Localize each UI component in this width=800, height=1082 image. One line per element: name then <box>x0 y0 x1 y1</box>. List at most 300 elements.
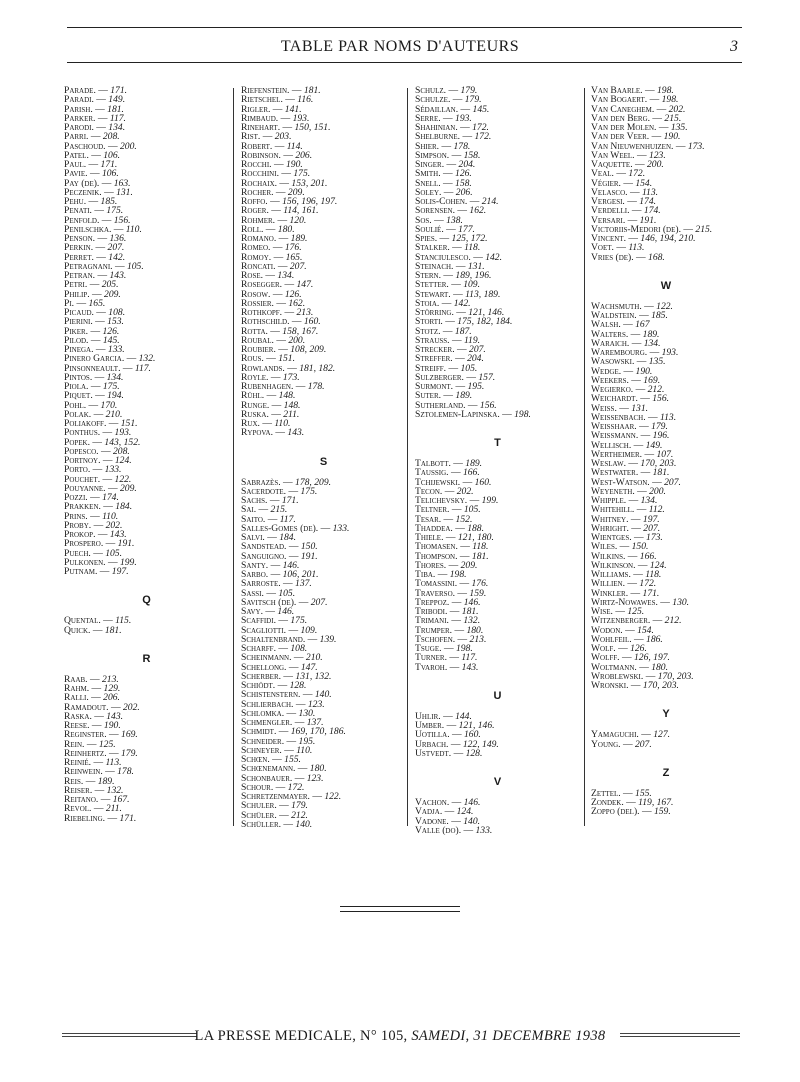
entry-dash: — <box>446 559 461 571</box>
author-name: Walters. <box>591 328 629 340</box>
entry-dash: — <box>280 149 296 161</box>
page-refs: 171. <box>110 85 128 96</box>
page-refs: 109. <box>463 279 480 291</box>
entry-dash: — <box>277 177 292 189</box>
page-refs: 174. <box>643 205 661 217</box>
page-refs: 118. <box>464 242 481 254</box>
page-refs: 143. <box>461 661 479 673</box>
entry-dash: — <box>267 495 282 506</box>
entry-dash: — <box>448 467 463 479</box>
page-refs: 143, 152. <box>104 436 141 448</box>
entry-dash: — <box>88 692 104 704</box>
page-refs: 126. <box>455 168 472 180</box>
author-name: Weisshaar. <box>591 421 637 432</box>
author-name: Vincent. <box>591 233 626 244</box>
entry-dash: — <box>87 492 103 503</box>
author-name: Sandstead. <box>241 541 287 553</box>
page-refs: 191. <box>300 550 318 562</box>
author-name: Robinson. <box>241 149 281 161</box>
page-refs: 132. <box>138 353 156 365</box>
entry-dash: — <box>93 122 109 133</box>
page-refs: 154. <box>635 177 653 189</box>
entry-dash: — <box>74 297 89 309</box>
page-refs: 215. <box>695 223 713 235</box>
entry-dash: — <box>263 606 278 617</box>
entry-dash: — <box>100 615 116 627</box>
author-name: Van der Veer. <box>591 131 650 143</box>
entry-dash: — <box>447 606 462 617</box>
page-refs: 215. <box>664 112 682 124</box>
entry-dash: — <box>650 615 665 627</box>
entry-dash: — <box>440 177 456 189</box>
entry-dash: — <box>457 541 473 553</box>
author-name: Quental. <box>64 615 101 627</box>
entry-dash: — <box>463 371 479 383</box>
page-refs: 190. <box>103 720 121 731</box>
author-name: Schiödt. <box>241 680 276 691</box>
author-name: Urbach. <box>415 738 449 750</box>
author-name: Teltner. <box>415 504 450 516</box>
author-name: Van den Berg. <box>591 112 651 124</box>
author-name: Pilod. <box>64 334 89 346</box>
page-refs: 169. <box>643 374 661 386</box>
page-refs: 126. <box>630 643 647 654</box>
entry-dash: — <box>98 794 113 805</box>
entry-dash: — <box>273 334 289 346</box>
page-refs: 130. <box>298 707 316 719</box>
author-name: Paul. <box>64 159 87 170</box>
author-name: Roffo. <box>241 196 268 207</box>
entry-dash: — <box>289 85 304 96</box>
section-letter: Y <box>662 708 670 721</box>
author-name: Schneyer. <box>241 744 282 756</box>
author-name: Rous. <box>241 353 264 365</box>
column-divider-1 <box>233 88 234 826</box>
author-name: Whitney. <box>591 513 629 525</box>
entry-dash: — <box>268 559 283 571</box>
author-name: Parodi. <box>64 122 94 133</box>
author-name: Piquet. <box>64 390 93 402</box>
author-name: Sztolemen-Lapinska. <box>415 408 500 420</box>
entry-dash: — <box>449 242 465 254</box>
page-refs: 140. <box>463 815 481 827</box>
entry-dash: — <box>281 744 297 756</box>
entry-dash: — <box>105 140 120 152</box>
page-refs: 189, 196. <box>455 270 492 281</box>
entry-dash: — <box>628 587 643 599</box>
page-refs: 116. <box>297 94 314 106</box>
author-name: Westwater. <box>591 467 639 479</box>
entry-dash: — <box>276 726 291 738</box>
entry-dash: — <box>272 140 287 152</box>
author-name: Schaltenbrand. <box>241 633 306 645</box>
page-refs: 137. <box>295 578 312 590</box>
author-name: Parade. <box>64 85 96 96</box>
column-divider-3 <box>584 88 585 826</box>
author-name: Pinsonneault. <box>64 362 121 374</box>
page-refs: 210. <box>305 652 323 664</box>
page-refs: 171. <box>119 812 137 824</box>
page-refs: 148. <box>283 399 301 411</box>
entry-dash: — <box>105 556 120 568</box>
footer-date: SAMEDI, 31 DECEMBRE 1938 <box>411 1028 606 1044</box>
author-name: Valle (do). <box>415 824 462 836</box>
page-refs: 179. <box>651 421 668 432</box>
author-name: Thiele. <box>415 532 444 543</box>
author-name: Treppoz. <box>415 596 450 608</box>
page-refs: 173. <box>282 371 300 383</box>
entry-dash: — <box>106 729 122 741</box>
page-refs: 119. <box>463 334 481 346</box>
page-refs: 214. <box>481 196 499 207</box>
author-name: Wachsmuth. <box>591 300 642 312</box>
author-name: Shahinian. <box>415 122 458 133</box>
author-name: Scherber. <box>241 670 282 682</box>
page-refs: 204. <box>458 159 476 170</box>
page-refs: 212. <box>664 615 682 627</box>
entry-dash: — <box>270 288 285 300</box>
author-name: Surmont. <box>415 381 454 392</box>
entry-dash: — <box>441 270 456 281</box>
entry-dash: — <box>657 596 673 608</box>
entry-dash: — <box>631 439 646 451</box>
author-name: Schuler. <box>241 800 277 812</box>
page-refs: 175. <box>102 381 120 392</box>
page-refs: 208. <box>112 445 130 457</box>
author-name: Zettel. <box>591 787 621 799</box>
page-refs: 131, 132. <box>295 670 332 682</box>
author-name: Steinach. <box>415 260 454 272</box>
author-name: Rist. <box>241 131 261 143</box>
author-name: Savitsch (de). <box>241 596 297 608</box>
page-refs: 152. <box>455 513 473 525</box>
page-refs: 193. <box>455 112 472 124</box>
entry-dash: — <box>92 103 108 115</box>
page-refs: 118. <box>645 569 662 580</box>
author-name: Parri. <box>64 131 89 143</box>
index-column-1 <box>64 86 229 823</box>
page-refs: 175. <box>290 615 308 627</box>
author-name: Stalker. <box>415 242 450 254</box>
page-refs: 209. <box>119 482 137 494</box>
page-refs: 207. <box>469 344 486 355</box>
page-refs: 185. <box>100 196 118 207</box>
header-top-rule <box>67 27 742 28</box>
author-name: Verdelli. <box>591 205 630 217</box>
page-refs: 142. <box>108 251 126 263</box>
header-bottom-rule <box>67 62 742 63</box>
page-refs: 211. <box>105 803 122 815</box>
entry-dash: — <box>263 223 278 235</box>
entry-dash: — <box>446 652 462 664</box>
page-refs: 215. <box>270 504 288 516</box>
page-refs: 123. <box>306 772 324 784</box>
section-spacer <box>591 690 741 708</box>
entry-dash: — <box>626 233 641 244</box>
entry-dash: — <box>634 485 650 497</box>
entry-dash: — <box>264 532 280 543</box>
page-refs: 176. <box>284 242 302 254</box>
author-name: Ruska. <box>241 408 269 420</box>
entry-dash: — <box>628 513 643 525</box>
entry-dash: — <box>441 643 456 654</box>
page-refs: 133. <box>104 464 122 476</box>
author-name: Prakken. <box>64 501 101 513</box>
page-refs: 124. <box>114 455 132 466</box>
entry-dash: — <box>95 112 110 124</box>
author-name: Penilschka. <box>64 223 112 235</box>
page-refs: 184. <box>115 501 133 513</box>
entry-dash: — <box>444 720 459 731</box>
page-refs: 108, 209. <box>290 344 327 355</box>
entry-dash: — <box>439 140 454 152</box>
author-name: Rossier. <box>241 297 274 309</box>
index-entry <box>591 253 741 262</box>
author-name: Rein. <box>64 738 85 750</box>
author-name: Singer. <box>415 159 445 170</box>
entry-dash: — <box>650 112 665 124</box>
author-name: Wasowski. <box>591 356 635 368</box>
page-refs: 207. <box>289 260 307 272</box>
entry-dash: — <box>634 356 649 368</box>
index-entry <box>64 814 229 823</box>
author-name: Penati. <box>64 205 92 217</box>
entry-dash: — <box>267 325 283 337</box>
author-name: Petran. <box>64 270 96 281</box>
page-refs: 172. <box>472 122 489 133</box>
page-refs: 181. <box>104 624 122 636</box>
index-column-3 <box>415 86 580 835</box>
author-name: West-Watson. <box>591 476 650 488</box>
page-refs: 122. <box>114 473 132 485</box>
entry-dash: — <box>649 131 664 143</box>
page-refs: 169. <box>121 729 138 741</box>
entry-dash: — <box>446 362 461 374</box>
entry-dash: — <box>284 362 300 374</box>
entry-dash: — <box>89 683 104 694</box>
author-name: Sutherland. <box>415 399 466 411</box>
entry-dash: — <box>90 624 105 636</box>
section-spacer <box>415 419 580 437</box>
entry-dash: — <box>268 569 283 580</box>
entry-dash: — <box>437 233 452 244</box>
entry-dash: — <box>88 325 103 337</box>
entry-dash: — <box>632 159 647 170</box>
entry-dash: — <box>280 122 295 133</box>
entry-dash: — <box>270 242 285 254</box>
page-refs: 205. <box>101 279 119 291</box>
entry-dash: — <box>443 223 459 235</box>
page-refs: 171. <box>642 587 660 599</box>
entry-dash: — <box>615 643 631 654</box>
entry-dash: — <box>638 729 654 741</box>
entry-dash: — <box>639 806 654 818</box>
entry-dash: — <box>465 399 480 411</box>
entry-dash: — <box>100 473 115 485</box>
page-refs: 202. <box>105 519 123 531</box>
entry-dash: — <box>286 550 301 562</box>
section-spacer <box>591 262 741 280</box>
entry-dash: — <box>455 205 470 217</box>
entry-dash: — <box>284 735 299 747</box>
page-refs: 123. <box>307 698 325 710</box>
page-refs: 169, 170, 186. <box>290 726 346 738</box>
page-refs: 193. <box>292 112 310 124</box>
entry-dash: — <box>91 205 107 217</box>
entry-dash: — <box>88 131 103 143</box>
page-refs: 171. <box>100 159 118 170</box>
page-refs: 175. <box>293 168 311 180</box>
entry-dash: — <box>441 390 456 402</box>
author-name: Suter. <box>415 390 442 402</box>
entry-dash: — <box>449 797 464 808</box>
page-refs: 106. <box>101 168 119 180</box>
page-refs: 189. <box>290 233 308 244</box>
author-name: Saito. <box>241 513 266 525</box>
entry-dash: — <box>260 131 275 143</box>
entry-dash: — <box>91 803 106 815</box>
page-refs: 185. <box>651 310 668 321</box>
entry-dash: — <box>440 325 455 337</box>
author-name: Sanguigno. <box>241 550 287 562</box>
entry-dash: — <box>633 251 649 263</box>
page-refs: 122. <box>656 300 673 312</box>
author-name: Peczenik. <box>64 186 102 198</box>
author-name: Polak. <box>64 408 92 420</box>
author-name: Petri. <box>64 279 88 291</box>
entry-dash: — <box>268 371 283 383</box>
author-name: Piola. <box>64 381 89 392</box>
entry-dash: — <box>449 504 464 516</box>
entry-dash: — <box>452 624 467 636</box>
entry-dash: — <box>93 344 108 355</box>
page-refs: 117. <box>279 513 296 525</box>
entry-dash: — <box>91 519 106 531</box>
entry-dash: — <box>450 288 466 300</box>
author-name: Strecker. <box>415 344 455 355</box>
author-name: Simpson. <box>415 149 450 161</box>
page-refs: 173. <box>687 140 705 152</box>
page-refs: 206. <box>103 692 120 704</box>
author-name: Warembourg. <box>591 347 648 358</box>
page-refs: 191. <box>117 538 135 550</box>
entry-dash: — <box>90 547 106 559</box>
page-refs: 133. <box>107 344 125 355</box>
author-name: Thaddea. <box>415 522 453 534</box>
entry-dash: — <box>621 365 636 377</box>
author-name: Pehu. <box>64 196 87 207</box>
entry-dash: — <box>453 381 468 392</box>
entry-dash: — <box>86 399 101 411</box>
entry-dash: — <box>620 319 636 331</box>
author-name: Reinwein. <box>64 766 103 778</box>
author-name: Savy. <box>241 606 263 617</box>
entry-dash: — <box>101 186 117 198</box>
entry-dash: — <box>647 94 662 106</box>
author-name: Salles-Gomes (de). <box>241 522 319 534</box>
entry-dash: — <box>88 381 103 392</box>
page-refs: 176. <box>471 578 489 590</box>
author-name: Schœn. <box>241 754 270 765</box>
page-refs: 156. <box>479 399 497 411</box>
author-name: Tsuge. <box>415 643 442 654</box>
author-name: Parish. <box>64 103 93 115</box>
page-refs: 198. <box>656 85 674 96</box>
page-refs: 189. <box>465 458 483 469</box>
page-refs: 190. <box>663 131 681 143</box>
entry-dash: — <box>93 307 109 318</box>
section-spacer <box>591 749 741 767</box>
page-refs: 172. <box>628 168 646 180</box>
entry-dash: — <box>289 316 304 328</box>
author-name: Rosow. <box>241 288 271 300</box>
author-name: Petragnani. <box>64 260 113 272</box>
page-refs: 131. <box>631 402 649 414</box>
author-name: Weyeneth. <box>591 485 635 497</box>
entry-dash: — <box>293 381 308 392</box>
page-refs: 198. <box>449 569 467 580</box>
entry-dash: — <box>270 103 285 115</box>
entry-dash: — <box>124 353 139 365</box>
entry-dash: — <box>440 112 456 124</box>
author-name: Penson. <box>64 233 96 244</box>
author-name: Weissmann. <box>591 430 639 442</box>
page-refs: 139. <box>319 633 337 645</box>
entry-dash: — <box>631 633 647 645</box>
page-refs: 150. <box>300 541 318 553</box>
page-refs: 207. <box>310 596 328 608</box>
index-entry <box>64 626 229 635</box>
entry-dash: — <box>275 260 290 272</box>
entry-dash: — <box>98 445 113 457</box>
author-name: Scheinmann. <box>241 652 292 664</box>
page-refs: 200. <box>649 485 666 497</box>
entry-dash: — <box>628 328 643 340</box>
page-refs: 105. <box>105 547 122 559</box>
entry-dash: — <box>649 476 665 488</box>
author-name: Wertheimer. <box>591 448 643 460</box>
page-refs: 118. <box>472 541 489 553</box>
entry-dash: — <box>263 353 279 365</box>
entry-dash: — <box>619 652 634 664</box>
entry-dash: — <box>286 624 301 636</box>
author-name: Rowlands. <box>241 362 285 374</box>
author-name: Paradi. <box>64 94 94 106</box>
entry-dash: — <box>449 729 464 741</box>
page-refs: 143. <box>109 270 127 281</box>
author-name: Walsh. <box>591 319 621 331</box>
author-name: Prins. <box>64 510 88 522</box>
entry-dash: — <box>97 566 112 577</box>
page-refs: 175. <box>300 485 318 497</box>
page-refs: 142. <box>453 297 471 309</box>
index-entry <box>415 663 580 672</box>
author-name: Sarroste. <box>241 578 281 590</box>
author-name: Telichevsky. <box>415 495 468 506</box>
page-refs: 195. <box>298 735 316 747</box>
author-name: Roger. <box>241 205 269 217</box>
author-name: Reis. <box>64 775 84 787</box>
entry-dash: — <box>100 427 115 439</box>
author-name: Patel. <box>64 149 89 161</box>
page-refs: 160. <box>474 476 492 488</box>
author-name: Wiles. <box>591 541 618 553</box>
author-name: Stoia. <box>415 297 440 309</box>
author-name: Wise. <box>591 606 613 617</box>
entry-dash: — <box>90 436 105 448</box>
entry-dash: — <box>99 214 114 226</box>
entry-dash: — <box>631 532 647 543</box>
